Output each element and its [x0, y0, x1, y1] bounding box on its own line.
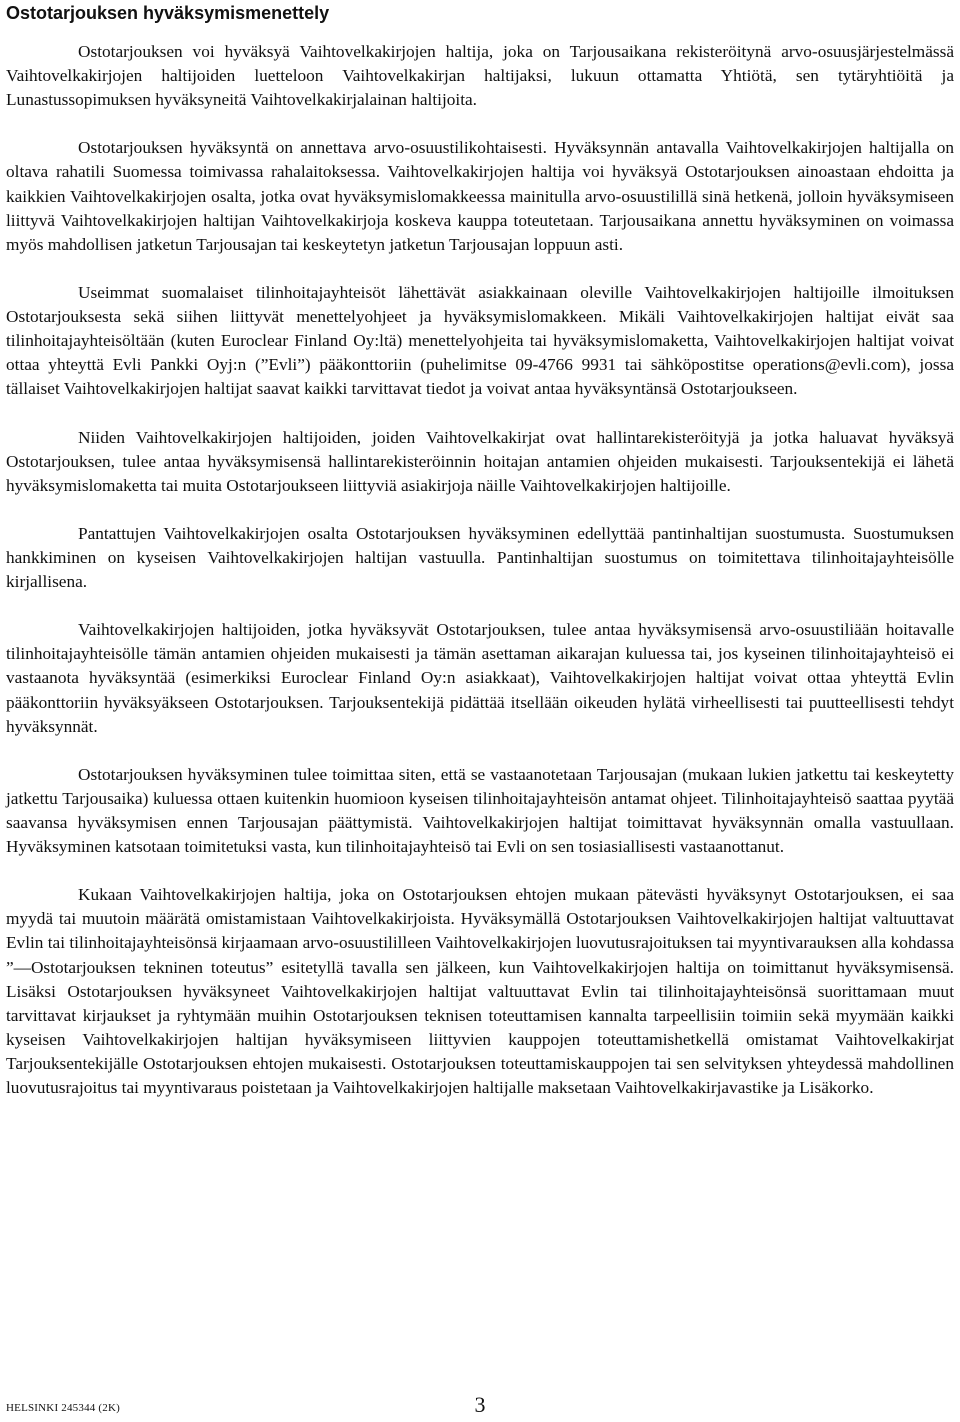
- page-number: 3: [474, 1392, 486, 1417]
- paragraph: Niiden Vaihtovelkakirjojen haltijoiden, joiden Vaihtovelkakirjat ovat hallintarekisteröityjä ja jotka haluavat hyväksyä Ostotarjouksen, tulee antaa hyväksymisensä hallintarekisteröinnin hoitajan antamien ohjeiden mukaisesti. Tarjouksentekijä ei lähetä hyväksymislomaketta tai muita Ostotarjoukseen liittyviä asiakirjoja näille Vaihtovelkakirjojen haltijoille.: [6, 427, 954, 495]
- paragraph: Ostotarjouksen hyväksyntä on annettava arvo-osuustilikohtaisesti. Hyväksynnän antavalla Vaihtovelkakirjojen haltijalla on oltava rahatili Suomessa toimivassa rahalaitoksessa. Vaihtovelkakirjojen haltija voi hyväksyä Ostotarjouksen ainoastaan ehdoitta ja kaikkien Vaihtovelkakirjojen osalta, jotka ovat hyväksymislomakkeessa mainitulla arvo-osuustilillä sinä hetkenä, jolloin hyväksymiseen liittyvä Vaihtovelkakirjojen haltijan Vaihtovelkakirjoja koskeva kauppa toteutetaan. Tarjousaikana annettu hyväksyminen on voimassa myös mahdollisen jatketun Tarjousajan tai keskeytetyn jatketun Tarjousajan loppuun asti.: [6, 138, 954, 254]
- paragraph: Ostotarjouksen voi hyväksyä Vaihtovelkakirjojen haltija, joka on Tarjousaikana rekisteröitynä arvo-osuusjärjestelmässä Vaihtovelkakirjojen haltijoiden luetteloon Vaihtovelkakirjan haltijaksi, lukuun ottamatta Yhtiötä, sen tytäryhtiöitä ja Lunastussopimuksen hyväksyneitä Vaihtovelkakirjalainan haltijoita.: [6, 42, 954, 110]
- document-body: [6, 40, 954, 1124]
- paragraph: Ostotarjouksen hyväksyminen tulee toimittaa siten, että se vastaanotetaan Tarjousajan (mukaan lukien jatkettu tai keskeytetty jatkettu Tarjousaika) kuluessa ottaen kuitenkin huomioon kyseisen tilinhoitajayhteisön antamat ohjeet. Tilinhoitajayhteisö saattaa pyytää saavansa hyväksymisen ennen Tarjousajan päättymistä. Vaihtovelkakirjojen haltijat toimittavat hyväksynnän omalla vastuullaan. Hyväksyminen katsotaan toimitetuksi vasta, kun tilinhoitajayhteisö tai Evli on sen tosiasiallisesti vastaanottanut.: [6, 764, 954, 857]
- document-reference: HELSINKI 245344 (2K): [6, 1402, 120, 1414]
- paragraph: Useimmat suomalaiset tilinhoitajayhteisöt lähettävät asiakkainaan oleville Vaihtovelkakirjojen haltijoille ilmoituksen Ostotarjouksesta sekä siihen liittyvät menettelyohjeet ja hyväksymislomakkeen. Mikäli Vaihtovelkakirjojen haltijat eivät saa tilinhoitajayhteisöltään (kuten Euroclear Finland Oy:ltä) menettelyohjeita tai hyväksymislomaketta, Vaihtovelkakirjojen haltijat voivat ottaa yhteyttä Evli Pankki Oyj:n (”Evli”) pääkonttoriin (puhelimitse 09-4766 9931 tai sähköpostitse operations@evli.com), jossa tällaiset Vaihtovelkakirjojen haltijat saavat kaikki tarvittavat tiedot ja voivat antaa hyväksyntänsä Ostotarjoukseen.: [6, 282, 954, 399]
- paragraph: Pantattujen Vaihtovelkakirjojen osalta Ostotarjouksen hyväksyminen edellyttää pantinhaltijan suostumusta. Suostumuksen hankkiminen on kyseisen Vaihtovelkakirjojen haltijan vastuulla. Pantinhaltijan suostumus on toimitettava tilinhoitajayhteisölle kirjallisena.: [6, 523, 954, 592]
- section-heading: Ostotarjouksen hyväksymismenettely: [6, 3, 330, 23]
- paragraph: Vaihtovelkakirjojen haltijoiden, jotka hyväksyvät Ostotarjouksen, tulee antaa hyväksymisensä arvo-osuustiliään hoitavalle tilinhoitajayhteisölle tämän antamien ohjeiden mukaisesti ja tämän asettaman aikarajan kuluessa tai, jos kyseinen tilinhoitajayhteisö ei vastaanota hyväksyntää (esimerkiksi Euroclear Finland Oy:n asiakkaat), Vaihtovelkakirjojen haltijat voivat ottaa yhteyttä Evlin pääkonttoriin hyväksyäkseen Ostotarjouksen. Tarjouksentekijä pidättää itsellään oikeuden hylätä virheellisesti tai puutteellisesti tehdyt hyväksynnät.: [6, 620, 954, 736]
- paragraph: Kukaan Vaihtovelkakirjojen haltija, joka on Ostotarjouksen ehtojen mukaan pätevästi hyväksynyt Ostotarjouksen, ei saa myydä tai muutoin määrätä omistamistaan Vaihtovelkakirjoista. Hyväksymällä Ostotarjouksen Vaihtovelkakirjojen haltijat valtuuttavat Evlin tai tilinhoitajayhteisönsä kirjaamaan arvo-osuustililleen Vaihtovelkakirjojen luovutusrajoituksen tai myyntivarauksen alla kohdassa ”—Ostotarjouksen tekninen toteutus” esitetyllä tavalla sen jälkeen, kun Vaihtovelkakirjojen haltija on toimittanut hyväksymisensä. Lisäksi Ostotarjouksen hyväksyneet Vaihtovelkakirjojen haltijat valtuuttavat Evlin tai tilinhoitajayhteisönsä suorittamaan muut tarvittavat kirjaukset ja ryhtymään muihin Ostotarjouksen teknisen toteuttamisen kannalta tarpeellisiin toimiin sekä myymään kaikki kyseisen Vaihtovelkakirjojen haltijan hyväksymiseen liittyvien kauppojen toteuttamishetkellä omistamat Vaihtovelkakirjat Tarjouksentekijälle Ostotarjouksen ehtojen mukaisesti. Ostotarjouksen toteuttamiskauppojen tai sen selvityksen yhteydessä mahdollinen luovutusrajoitus tai myyntivaraus poistetaan ja Vaihtovelkakirjojen haltijalle maksetaan Vaihtovelkakirjavastike ja Lisäkorko.: [6, 885, 955, 1098]
